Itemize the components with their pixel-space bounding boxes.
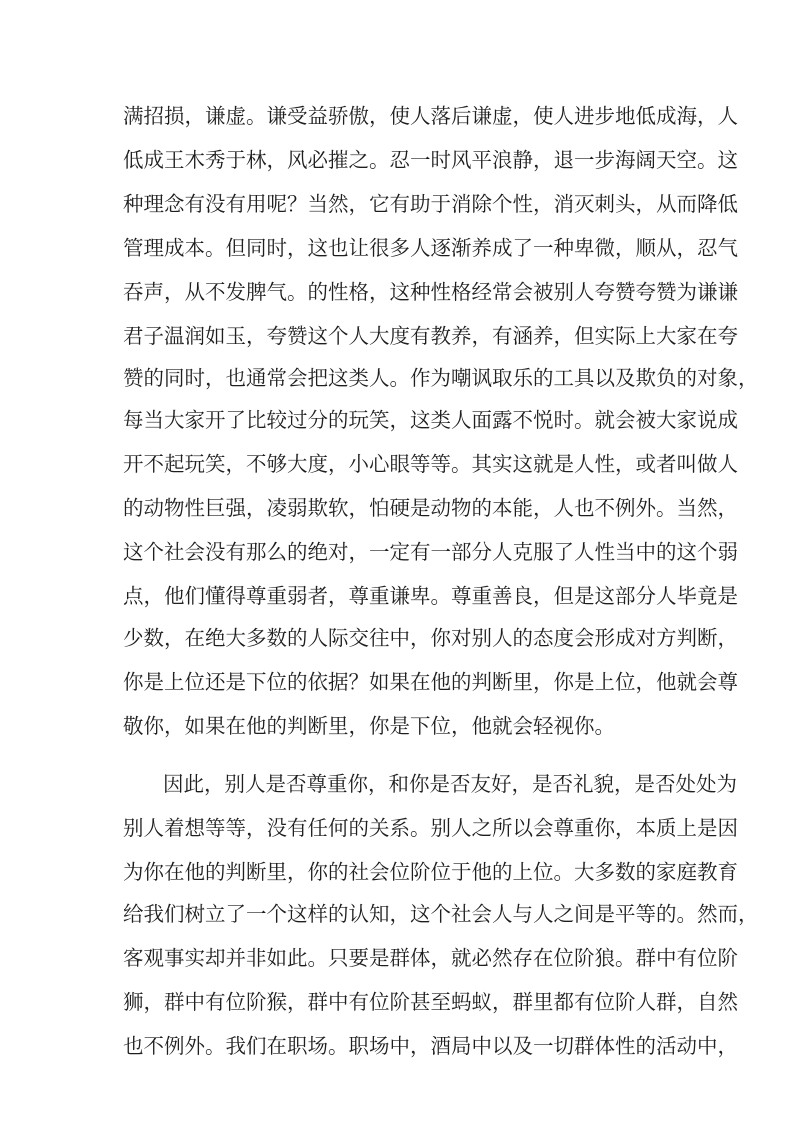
- paragraph-2-line-4: 给我们树立了一个这样的认知，这个社会人与人之间是平等的。然而，: [123, 902, 759, 926]
- paragraph-1-line-13: 少数，在绝大多数的人际交往中，你对别人的态度会形成对方判断，: [123, 626, 738, 650]
- paragraph-1-line-14: 你是上位还是下位的依据？如果在他的判断里，你是上位，他就会尊: [123, 670, 738, 694]
- paragraph-1-line-7: 赞的同时，也通常会把这类人。作为嘲讽取乐的工具以及欺负的对象，: [123, 366, 759, 390]
- paragraph-1-line-11: 这个社会没有那么的绝对，一定有一部分人克服了人性当中的这个弱: [123, 540, 738, 564]
- paragraph-1-line-5: 吞声，从不发脾气。的性格，这种性格经常会被别人夸赞夸赞为谦谦: [123, 280, 738, 304]
- paragraph-2-line-7: 也不例外。我们在职场。职场中，酒局中以及一切群体性的活动中，: [123, 1034, 738, 1058]
- paragraph-1-line-15: 敬你，如果在他的判断里，你是下位，他就会轻视你。: [123, 714, 615, 738]
- paragraph-1-line-4: 管理成本。但同时，这也让很多人逐渐养成了一种卑微，顺从，忍气: [123, 236, 738, 260]
- paragraph-2-line-2: 别人着想等等，没有任何的关系。别人之所以会尊重你，本质上是因: [123, 816, 738, 840]
- paragraph-2-line-3: 为你在他的判断里，你的社会位阶位于他的上位。大多数的家庭教育: [123, 860, 738, 884]
- paragraph-2-line-5: 客观事实却并非如此。只要是群体，就必然存在位阶狼。群中有位阶: [123, 946, 738, 970]
- paragraph-1-line-9: 开不起玩笑，不够大度，小心眼等等。其实这就是人性，或者叫做人: [123, 452, 738, 476]
- paragraph-2-line-1: 因此，别人是否尊重你，和你是否友好，是否礼貌，是否处处为: [163, 772, 737, 796]
- paragraph-1-line-10: 的动物性巨强，凌弱欺软，怕硬是动物的本能，人也不例外。当然，: [123, 496, 738, 520]
- paragraph-1-line-8: 每当大家开了比较过分的玩笑，这类人面露不悦时。就会被大家说成: [123, 408, 738, 432]
- paragraph-1-line-2: 低成王木秀于林，风必摧之。忍一时风平浪静，退一步海阔天空。这: [123, 148, 738, 172]
- paragraph-1-line-3: 种理念有没有用呢？当然，它有助于消除个性，消灭刺头，从而降低: [123, 192, 738, 216]
- paragraph-1-line-1: 满招损，谦虚。谦受益骄傲，使人落后谦虚，使人进步地低成海，人: [123, 104, 738, 128]
- paragraph-1-line-12: 点，他们懂得尊重弱者，尊重谦卑。尊重善良，但是这部分人毕竟是: [123, 584, 738, 608]
- paragraph-1-line-6: 君子温润如玉，夸赞这个人大度有教养，有涵养，但实际上大家在夸: [123, 324, 738, 348]
- paragraph-2-line-6: 狮，群中有位阶猴，群中有位阶甚至蚂蚁，群里都有位阶人群，自然: [123, 990, 738, 1014]
